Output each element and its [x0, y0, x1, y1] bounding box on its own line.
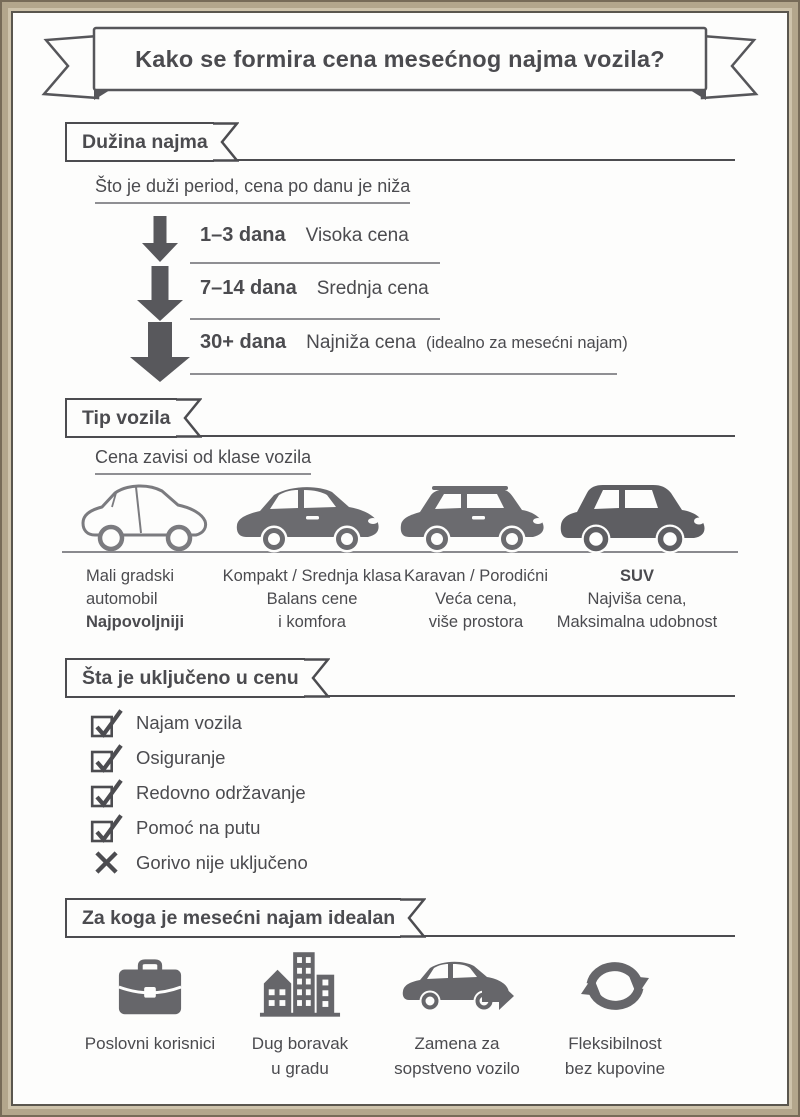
tier-range: 1–3 dana	[200, 224, 286, 246]
audience-business	[72, 944, 228, 1057]
checked-checkbox-icon	[90, 708, 124, 738]
checklist-item	[90, 710, 308, 735]
down-arrow-medium-icon	[137, 266, 183, 321]
briefcase-icon	[116, 956, 184, 1018]
vehicle-class-line: i komfora	[278, 613, 346, 632]
audience-label-line: sopstveno vozilo	[394, 1058, 520, 1078]
audience-label	[85, 1032, 215, 1057]
checklist-label: Osiguranje	[136, 746, 226, 768]
duration-subtitle: Što je duži period, cena po danu je niža	[95, 176, 410, 204]
vehicle-class-city	[86, 565, 236, 634]
section-title-vehicle: Tip vozila	[65, 398, 177, 438]
page-title: Kako se formira cena mesećnog najma vozila?	[135, 45, 665, 72]
tier-row-short	[190, 224, 440, 264]
city-car-icon	[78, 478, 213, 553]
audience-city-stay	[225, 944, 375, 1081]
wagon-car-icon	[398, 478, 548, 553]
down-arrow-small-icon	[142, 216, 178, 262]
section-title-ideal: Za koga je mesećni najam idealan	[65, 898, 401, 938]
checklist-item	[90, 745, 308, 770]
vehicle-class-line: Kompakt / Srednja klasa	[222, 567, 402, 585]
tier-note: (idealno za mesećni najam)	[426, 334, 628, 352]
vehicle-class-highlight: SUV	[620, 567, 654, 585]
vehicle-class-suv	[544, 565, 730, 634]
audience-flexibility	[536, 944, 694, 1081]
checklist-label: Redovno održavanje	[136, 781, 306, 803]
section-title-included: Šta je uključeno u cenu	[65, 658, 305, 698]
section-title-duration: Dužina najma	[65, 122, 214, 162]
checked-checkbox-icon	[90, 813, 124, 843]
tier-price: Visoka cena	[305, 225, 409, 246]
vehicle-class-line: Maksimalna udobnost	[556, 613, 718, 632]
audience-label-line: Fleksibilnost	[568, 1034, 662, 1053]
audience-label	[252, 1032, 348, 1081]
chevron-notch-icon	[176, 398, 202, 438]
vehicle-class-line: Balans cene	[266, 590, 358, 609]
vehicle-subtitle: Cena zavisi od klase vozila	[95, 447, 311, 475]
chevron-notch-icon	[213, 122, 239, 162]
suv-car-icon	[558, 477, 708, 553]
audience-label-line: bez kupovine	[564, 1058, 666, 1078]
vehicle-class-line: automobil	[86, 590, 158, 609]
vehicle-class-compact	[222, 565, 402, 634]
included-checklist	[90, 710, 308, 885]
vehicle-class-line: Mali gradski	[86, 567, 175, 585]
vehicle-class-line: Najviša cena,	[587, 590, 687, 609]
section-header-included	[65, 658, 735, 698]
title-ribbon	[40, 24, 760, 106]
tier-price: Srednja cena	[316, 278, 429, 299]
audience-label-line: Zamena za	[414, 1034, 500, 1053]
down-arrow-large-icon	[130, 322, 190, 382]
tier-range: 7–14 dana	[200, 277, 297, 299]
checklist-label: Najam vozila	[136, 711, 242, 733]
checklist-label: Pomoć na putu	[136, 816, 261, 838]
chevron-notch-icon	[400, 898, 426, 938]
section-header-ideal	[65, 898, 735, 938]
audience-label-line: Poslovni korisnici	[84, 1034, 216, 1053]
audience-label	[565, 1032, 665, 1081]
audience-label-line: u gradu	[271, 1058, 329, 1078]
x-mark-icon	[94, 850, 119, 875]
checked-checkbox-icon	[90, 778, 124, 808]
checked-checkbox-icon	[90, 743, 124, 773]
tier-range: 30+ dana	[200, 331, 287, 353]
tier-row-long	[190, 331, 628, 375]
checklist-item-excluded	[90, 850, 308, 875]
checklist-item	[90, 780, 308, 805]
refresh-icon	[581, 954, 649, 1018]
vehicle-class-highlight: Najpovoljniji	[86, 613, 185, 632]
compact-car-icon	[234, 478, 386, 553]
tier-row-medium	[190, 277, 440, 320]
tier-price: Najniža cena	[306, 332, 417, 353]
section-header-duration	[65, 122, 735, 162]
buildings-icon	[258, 947, 342, 1018]
audience-car-replacement	[378, 944, 536, 1081]
vehicle-class-line: Veća cena,	[435, 590, 517, 609]
vehicle-class-wagon	[396, 565, 556, 634]
car-swap-icon	[400, 954, 515, 1018]
audience-label	[394, 1032, 520, 1081]
audience-label-line: Dug boravak	[251, 1034, 349, 1053]
vehicle-class-line: Karavan / Porodićni	[404, 567, 548, 585]
section-header-vehicle	[65, 398, 735, 438]
checklist-label: Gorivo nije uključeno	[136, 851, 308, 873]
checklist-item	[90, 815, 308, 840]
vehicle-class-line: više prostora	[428, 613, 524, 632]
chevron-notch-icon	[304, 658, 330, 698]
